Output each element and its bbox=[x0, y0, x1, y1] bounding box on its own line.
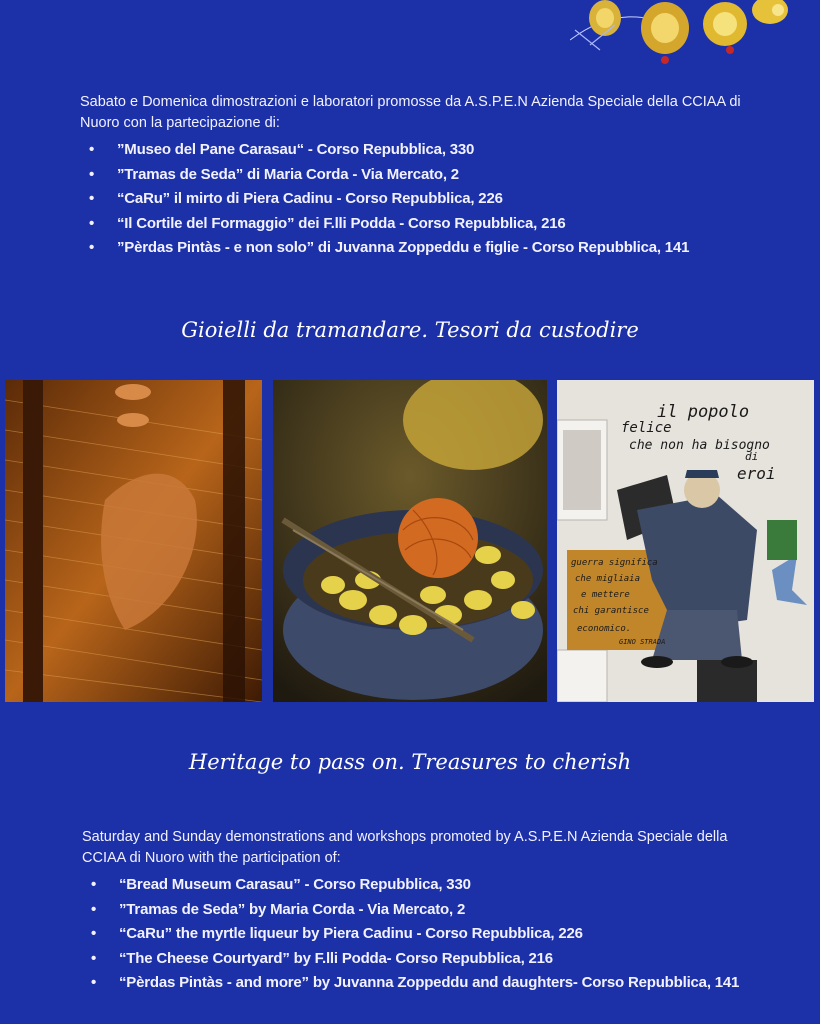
english-intro-section bbox=[82, 827, 762, 996]
loom-weaving-photo bbox=[5, 380, 262, 702]
list-item: • “The Cheese Courtyard” by F.lli Podda- Corso Repubblica, 216 bbox=[82, 947, 762, 972]
orgosolo-mural-photo bbox=[557, 380, 814, 702]
list-item: • “Pèrdas Pintàs - and more” by Juvanna Zoppeddu and daughters- Corso Repubblica, 141 bbox=[82, 971, 762, 996]
italian-intro-text: Sabato e Domenica dimostrazioni e laboratori promosse da A.S.P.E.N Azienda Speciale della CCIAA di Nuoro con la partecipazione di: bbox=[80, 94, 741, 131]
mural-text-line: felice bbox=[621, 420, 672, 436]
mural-quote-line: e mettere bbox=[581, 590, 630, 600]
mural-quote-line: guerra significa bbox=[571, 558, 658, 568]
english-intro-text: Saturday and Sunday demonstrations and workshops promoted by A.S.P.E.N Azienda Speciale della CCIAA di Nuoro with the participation of: bbox=[82, 829, 728, 866]
mural-quote-line: che migliaia bbox=[575, 574, 641, 584]
mural-quote-line: economico. bbox=[577, 624, 632, 634]
mural-text-line: eroi bbox=[737, 464, 776, 483]
list-item: • ”Tramas de Seda” by Maria Corda - Via Mercato, 2 bbox=[82, 898, 762, 923]
mural-quote-line: chi garantisce bbox=[573, 606, 649, 616]
italian-intro-section bbox=[80, 92, 760, 261]
mural-text-line: di bbox=[745, 450, 759, 463]
list-item: • “Il Cortile del Formaggio” dei F.lli Podda - Corso Repubblica, 216 bbox=[80, 212, 760, 237]
list-item: • “Bread Museum Carasau” - Corso Repubblica, 330 bbox=[82, 873, 762, 898]
list-item: • “CaRu” il mirto di Piera Cadinu - Corso Repubblica, 226 bbox=[80, 187, 760, 212]
list-item: • ”Museo del Pane Carasau“ - Corso Repubblica, 330 bbox=[80, 138, 760, 163]
italian-heading: Gioielli da tramandare. Tesori da custodire bbox=[181, 318, 639, 342]
list-item: • ”Pèrdas Pintàs - e non solo” di Juvanna Zoppeddu e figlie - Corso Repubblica, 141 bbox=[80, 236, 760, 261]
italian-participants-list bbox=[80, 138, 760, 261]
english-heading: Heritage to pass on. Treasures to cherish bbox=[188, 750, 632, 774]
english-participants-list bbox=[82, 873, 762, 996]
silk-cocoons-photo bbox=[273, 380, 547, 702]
mural-signature: GINO STRADA bbox=[619, 638, 666, 646]
list-item: • “CaRu” the myrtle liqueur by Piera Cadinu - Corso Repubblica, 226 bbox=[82, 922, 762, 947]
decorative-jewelry-ornament bbox=[570, 0, 800, 72]
mural-text-line: che non ha bisogno bbox=[629, 438, 770, 453]
list-item: • ”Tramas de Seda” di Maria Corda - Via Mercato, 2 bbox=[80, 163, 760, 188]
mural-text-line: il popolo bbox=[657, 402, 750, 422]
